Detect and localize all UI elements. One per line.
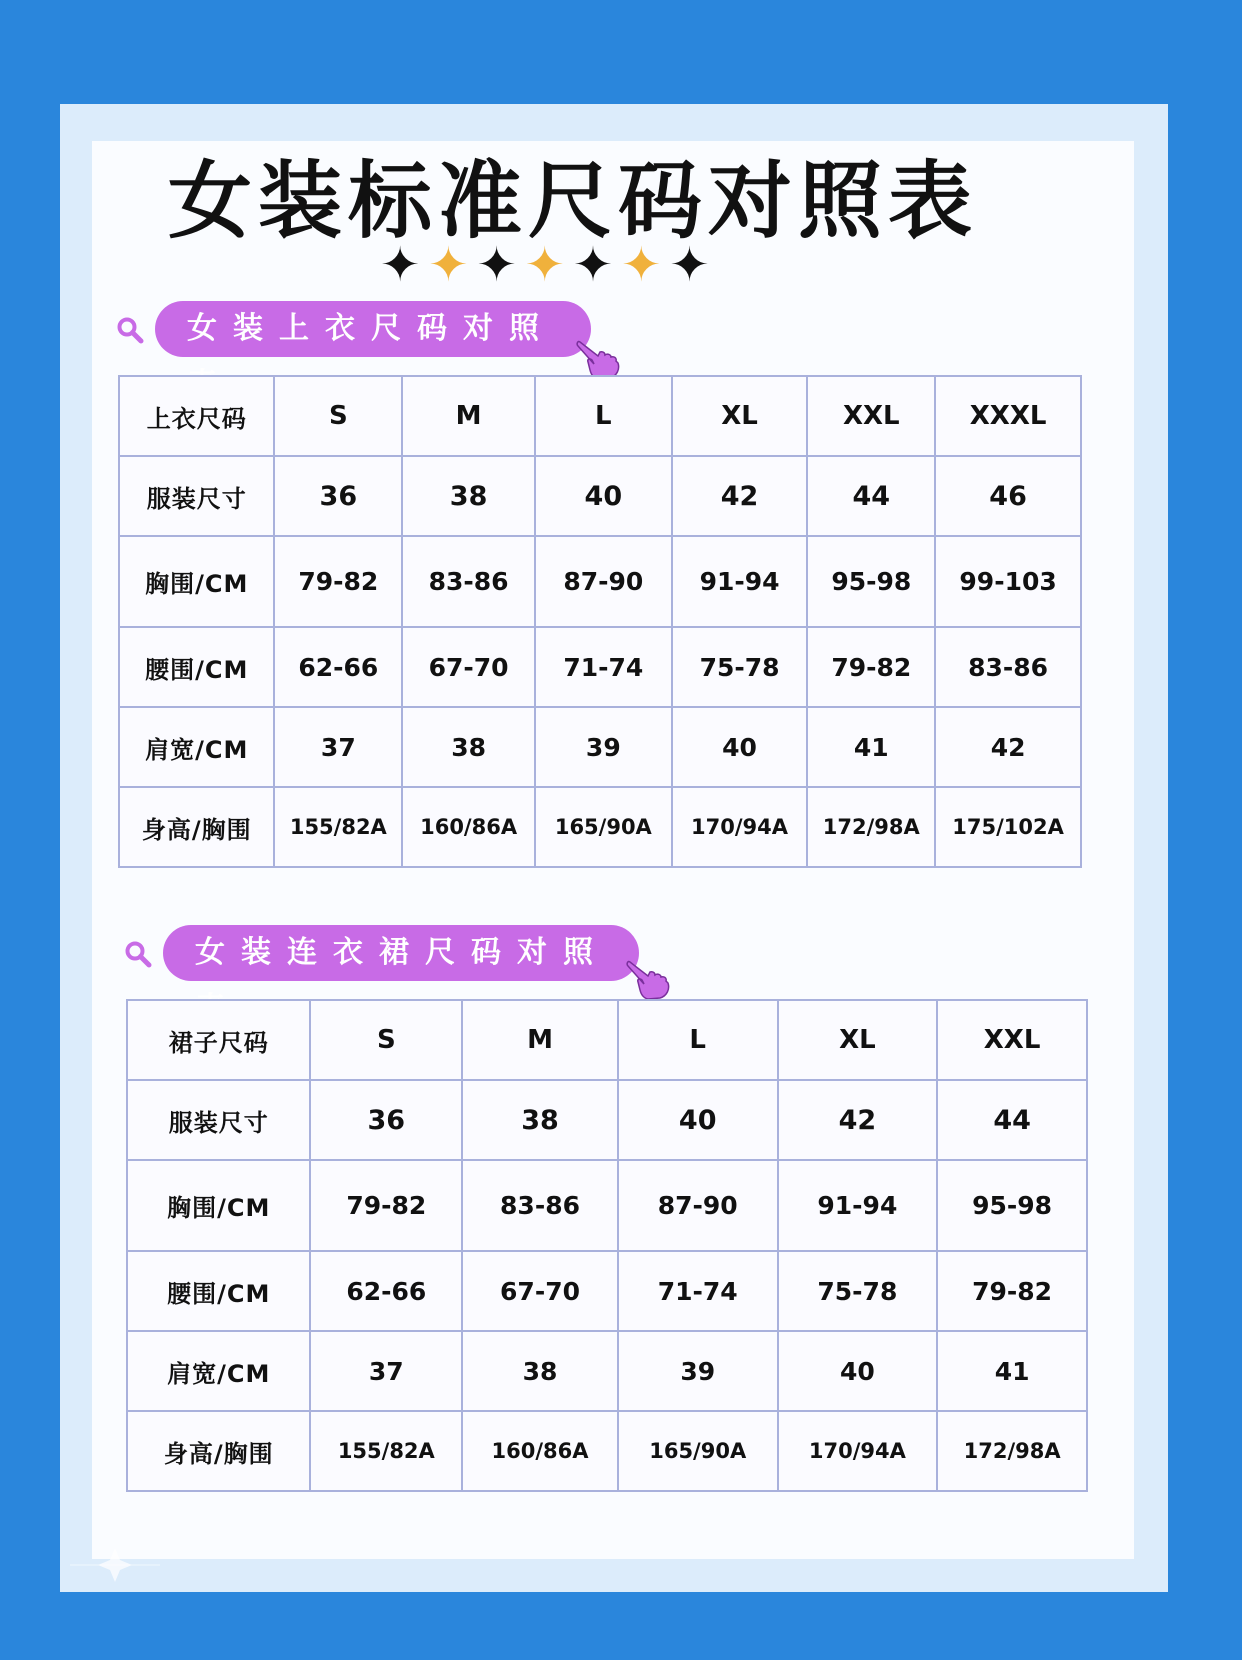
pointing-hand-icon xyxy=(576,336,624,380)
table-cell: 79-82 xyxy=(937,1251,1087,1331)
search-icon xyxy=(124,940,152,968)
table-cell: 36 xyxy=(274,456,402,536)
table-cell: 95-98 xyxy=(807,536,935,627)
table-cell: 91-94 xyxy=(672,536,808,627)
star-icon: ✦ xyxy=(428,237,469,293)
table-cell: 44 xyxy=(937,1080,1087,1160)
table-cell: 172/98A xyxy=(937,1411,1087,1491)
row-header: 服装尺寸 xyxy=(127,1080,310,1160)
table-cell: 41 xyxy=(807,707,935,787)
tops-section-banner: 女装上衣尺码对照 xyxy=(155,301,591,357)
table-cell: 79-82 xyxy=(274,536,402,627)
table-cell: 160/86A xyxy=(462,1411,618,1491)
table-cell: S xyxy=(310,1000,462,1080)
table-cell: 40 xyxy=(778,1331,938,1411)
row-header: 胸围/CM xyxy=(127,1160,310,1251)
table-cell: 71-74 xyxy=(618,1251,778,1331)
table-cell: 38 xyxy=(402,456,535,536)
table-cell: 46 xyxy=(935,456,1081,536)
table-cell: 38 xyxy=(462,1080,618,1160)
table-cell: 38 xyxy=(402,707,535,787)
table-cell: 62-66 xyxy=(310,1251,462,1331)
table-cell: XL xyxy=(672,376,808,456)
table-cell: M xyxy=(462,1000,618,1080)
table-cell: 71-74 xyxy=(535,627,672,707)
star-icon: ✦ xyxy=(380,237,421,293)
table-cell: 165/90A xyxy=(618,1411,778,1491)
row-header: 肩宽/CM xyxy=(119,707,274,787)
table-cell: 165/90A xyxy=(535,787,672,867)
row-header: 胸围/CM xyxy=(119,536,274,627)
table-cell: 75-78 xyxy=(778,1251,938,1331)
table-cell: 40 xyxy=(672,707,808,787)
table-cell: 87-90 xyxy=(535,536,672,627)
row-header: 腰围/CM xyxy=(119,627,274,707)
table-cell: 42 xyxy=(935,707,1081,787)
table-cell: 79-82 xyxy=(807,627,935,707)
table-cell: L xyxy=(618,1000,778,1080)
table-row xyxy=(119,376,1081,456)
table-row xyxy=(119,627,1081,707)
table-row xyxy=(119,787,1081,867)
table-cell: 172/98A xyxy=(807,787,935,867)
table-row xyxy=(127,1160,1087,1251)
star-icon: ✦ xyxy=(572,237,614,293)
table-cell: 99-103 xyxy=(935,536,1081,627)
row-header: 身高/胸围 xyxy=(127,1411,310,1491)
table-row xyxy=(127,1000,1087,1080)
table-cell: 95-98 xyxy=(937,1160,1087,1251)
table-cell: S xyxy=(274,376,402,456)
table-cell: 41 xyxy=(937,1331,1087,1411)
tops-size-table xyxy=(118,375,1082,868)
dresses-section-banner: 女装连衣裙尺码对照 xyxy=(163,925,639,981)
table-cell: 44 xyxy=(807,456,935,536)
table-cell: 175/102A xyxy=(935,787,1081,867)
table-cell: 75-78 xyxy=(672,627,808,707)
table-cell: M xyxy=(402,376,535,456)
table-row xyxy=(127,1080,1087,1160)
table-cell: 170/94A xyxy=(778,1411,938,1491)
star-divider xyxy=(380,237,780,293)
table-cell: 83-86 xyxy=(935,627,1081,707)
star-icon: ✦ xyxy=(669,237,710,293)
table-row xyxy=(127,1331,1087,1411)
table-cell: 62-66 xyxy=(274,627,402,707)
table-cell: 38 xyxy=(462,1331,618,1411)
table-cell: 83-86 xyxy=(462,1160,618,1251)
table-row xyxy=(127,1411,1087,1491)
table-cell: 42 xyxy=(672,456,808,536)
table-cell: 40 xyxy=(535,456,672,536)
table-row xyxy=(119,456,1081,536)
row-header: 身高/胸围 xyxy=(119,787,274,867)
table-cell: 91-94 xyxy=(778,1160,938,1251)
table-cell: 67-70 xyxy=(402,627,535,707)
table-row xyxy=(119,536,1081,627)
table-cell: XXL xyxy=(807,376,935,456)
table-row xyxy=(119,707,1081,787)
table-cell: 79-82 xyxy=(310,1160,462,1251)
row-header: 服装尺寸 xyxy=(119,456,274,536)
table-cell: L xyxy=(535,376,672,456)
page-title: 女装标准尺码对照表 xyxy=(167,152,978,250)
row-header: 上衣尺码 xyxy=(119,376,274,456)
table-cell: 42 xyxy=(778,1080,938,1160)
table-cell: 36 xyxy=(310,1080,462,1160)
search-icon xyxy=(116,316,144,344)
table-row xyxy=(127,1251,1087,1331)
table-cell: 160/86A xyxy=(402,787,535,867)
table-cell: XL xyxy=(778,1000,938,1080)
dresses-size-table xyxy=(126,999,1088,1492)
row-header: 裙子尺码 xyxy=(127,1000,310,1080)
table-cell: 87-90 xyxy=(618,1160,778,1251)
table-cell: 170/94A xyxy=(672,787,808,867)
star-icon: ✦ xyxy=(524,237,565,293)
table-cell: 67-70 xyxy=(462,1251,618,1331)
table-cell: 39 xyxy=(535,707,672,787)
sparkle-decoration xyxy=(70,1530,160,1590)
row-header: 肩宽/CM xyxy=(127,1331,310,1411)
star-icon: ✦ xyxy=(621,237,662,293)
star-icon: ✦ xyxy=(476,237,517,293)
table-cell: 37 xyxy=(310,1331,462,1411)
table-cell: XXXL xyxy=(935,376,1081,456)
table-cell: XXL xyxy=(937,1000,1087,1080)
pointing-hand-icon xyxy=(626,956,674,1000)
table-cell: 40 xyxy=(618,1080,778,1160)
row-header: 腰围/CM xyxy=(127,1251,310,1331)
table-cell: 37 xyxy=(274,707,402,787)
table-cell: 155/82A xyxy=(310,1411,462,1491)
table-cell: 39 xyxy=(618,1331,778,1411)
table-cell: 83-86 xyxy=(402,536,535,627)
table-cell: 155/82A xyxy=(274,787,402,867)
